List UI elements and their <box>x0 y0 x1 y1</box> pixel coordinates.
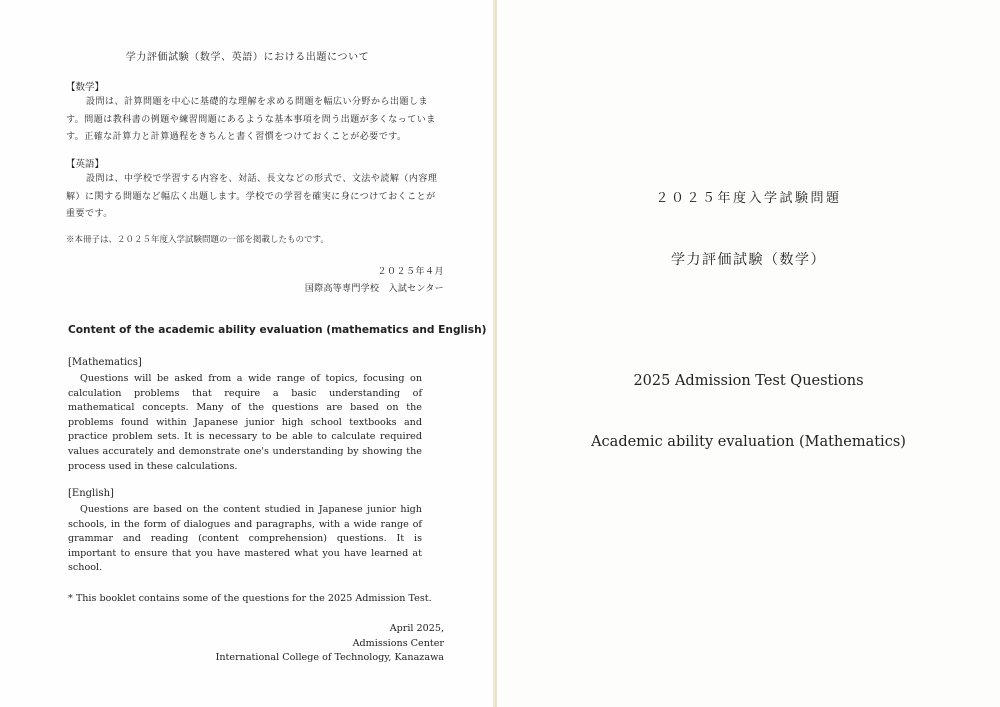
cover-jp-subtitle: 学力評価試験（数学） <box>671 252 826 268</box>
en-english-heading: [English] <box>68 488 114 499</box>
right-page-cover <box>497 0 1000 707</box>
en-date: April 2025, <box>389 623 444 634</box>
en-booklet-note: * This booklet contains some of the questions for the 2025 Admission Test. <box>68 593 432 604</box>
cover-en-title: 2025 Admission Test Questions <box>633 373 864 389</box>
jp-date: ２０２５年４月 <box>377 267 444 277</box>
jp-english-paragraph: 設問は、中学校で学習する内容を、対話、長文などの形式で、文法や読解（内容理解）に関する問題など幅広く出題します。学校での学習を確実に身につけておくことが重要です。 <box>66 174 438 219</box>
en-math-heading: [Mathematics] <box>68 357 142 368</box>
jp-booklet-note: ※本冊子は、２０２５年度入学試験問題の一部を掲載したものです。 <box>66 235 329 245</box>
left-page <box>0 0 495 707</box>
jp-organization: 国際高等専門学校 入試センター <box>304 284 444 294</box>
cover-en-subtitle: Academic ability evaluation (Mathematics) <box>591 434 906 450</box>
en-institution: International College of Technology, Kanazawa <box>215 652 444 663</box>
en-english-paragraph: Questions are based on the content studied in Japanese junior high schools, in the form of dialogues and paragraphs, with a wide range of grammar and reading (content comprehension) questions. It is important to ensure that you have mastered what you have learned at school. <box>68 504 422 574</box>
jp-math-heading: 【数学】 <box>66 82 105 93</box>
cover-jp-title: ２０２５年度入学試験問題 <box>655 191 842 206</box>
jp-notice-title: 学力評価試験（数学、英語）における出題について <box>125 52 370 63</box>
jp-english-heading: 【英語】 <box>66 159 105 170</box>
en-math-paragraph: Questions will be asked from a wide range of topics, focusing on calculation problems that require a basic understanding of mathematical concepts. Many of the questions are based on the problems found within Japanese junior high school textbooks and practice problem sets. It is necessary to be able to calculate required values accurately and demonstrate one's understanding by showing the process used in these calculations. <box>68 373 422 472</box>
en-department: Admissions Center <box>352 638 444 649</box>
en-notice-title: Content of the academic ability evaluation (mathematics and English) <box>68 324 487 336</box>
jp-math-paragraph: 設問は、計算問題を中心に基礎的な理解を求める問題を幅広い分野から出題します。問題は教科書の例題や練習問題にあるような基本事項を問う出題が多くなっています。正確な計算力と計算過程をきちんと書く習慣をつけておくことが必要です。 <box>66 97 436 142</box>
